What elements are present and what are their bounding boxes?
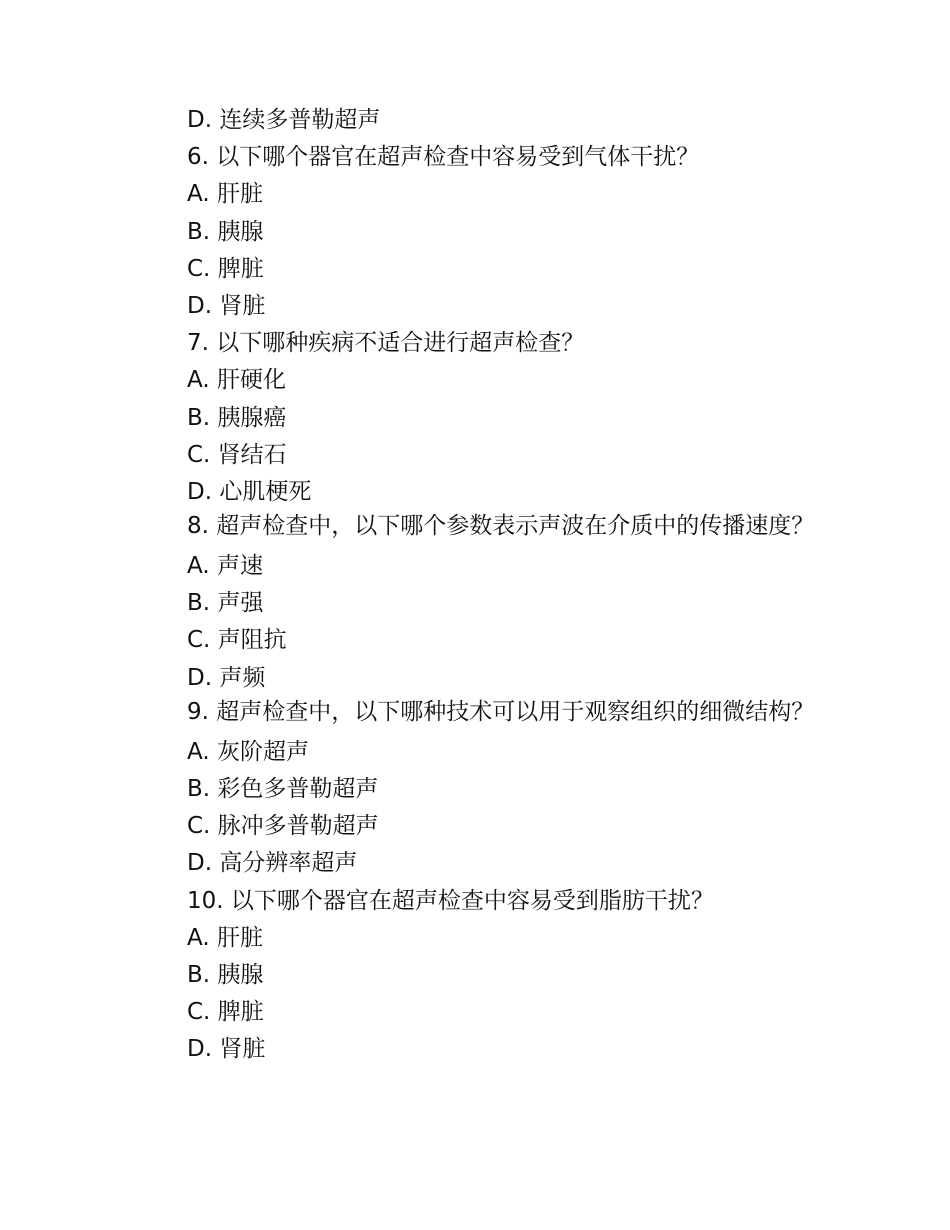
question-item: 8. 超声检查中，以下哪个参数表示声波在介质中的传播速度？ [187, 513, 815, 540]
question-item: 6. 以下哪个器官在超声检查中容易受到气体干扰？ [187, 144, 700, 171]
option-item: A. 肝硬化 [187, 367, 286, 394]
option-item: A. 肝脏 [187, 924, 263, 951]
option-item: A. 肝脏 [187, 181, 263, 208]
option-item: A. 灰阶超声 [187, 738, 309, 765]
option-item: B. 声强 [187, 590, 264, 617]
option-item: D. 心肌梗死 [187, 478, 312, 505]
option-item: B. 胰腺癌 [187, 404, 287, 431]
option-item: C. 脾脏 [187, 999, 264, 1026]
option-item: C. 肾结石 [187, 441, 287, 468]
option-item: B. 胰腺 [187, 961, 264, 988]
option-item: D. 连续多普勒超声 [187, 107, 381, 133]
question-item: 7. 以下哪种疾病不适合进行超声检查？ [187, 330, 585, 357]
question-item: 9. 超声检查中，以下哪种技术可以用于观察组织的细微结构？ [187, 698, 815, 725]
option-item: A. 声速 [187, 553, 263, 580]
option-item: D. 肾脏 [187, 292, 266, 319]
option-item: D. 声频 [187, 664, 266, 691]
question-list [140, 102, 830, 1069]
question-item: 10. 以下哪个器官在超声检查中容易受到脂肪干扰？ [187, 887, 714, 914]
option-item: D. 肾脏 [187, 1036, 266, 1063]
option-item: C. 脾脏 [187, 255, 264, 282]
option-item: B. 彩色多普勒超声 [187, 776, 379, 802]
option-item: B. 胰腺 [187, 218, 264, 245]
option-item: C. 脉冲多普勒超声 [187, 813, 379, 840]
option-item: C. 声阻抗 [187, 627, 287, 654]
option-item: D. 高分辨率超声 [187, 850, 358, 877]
